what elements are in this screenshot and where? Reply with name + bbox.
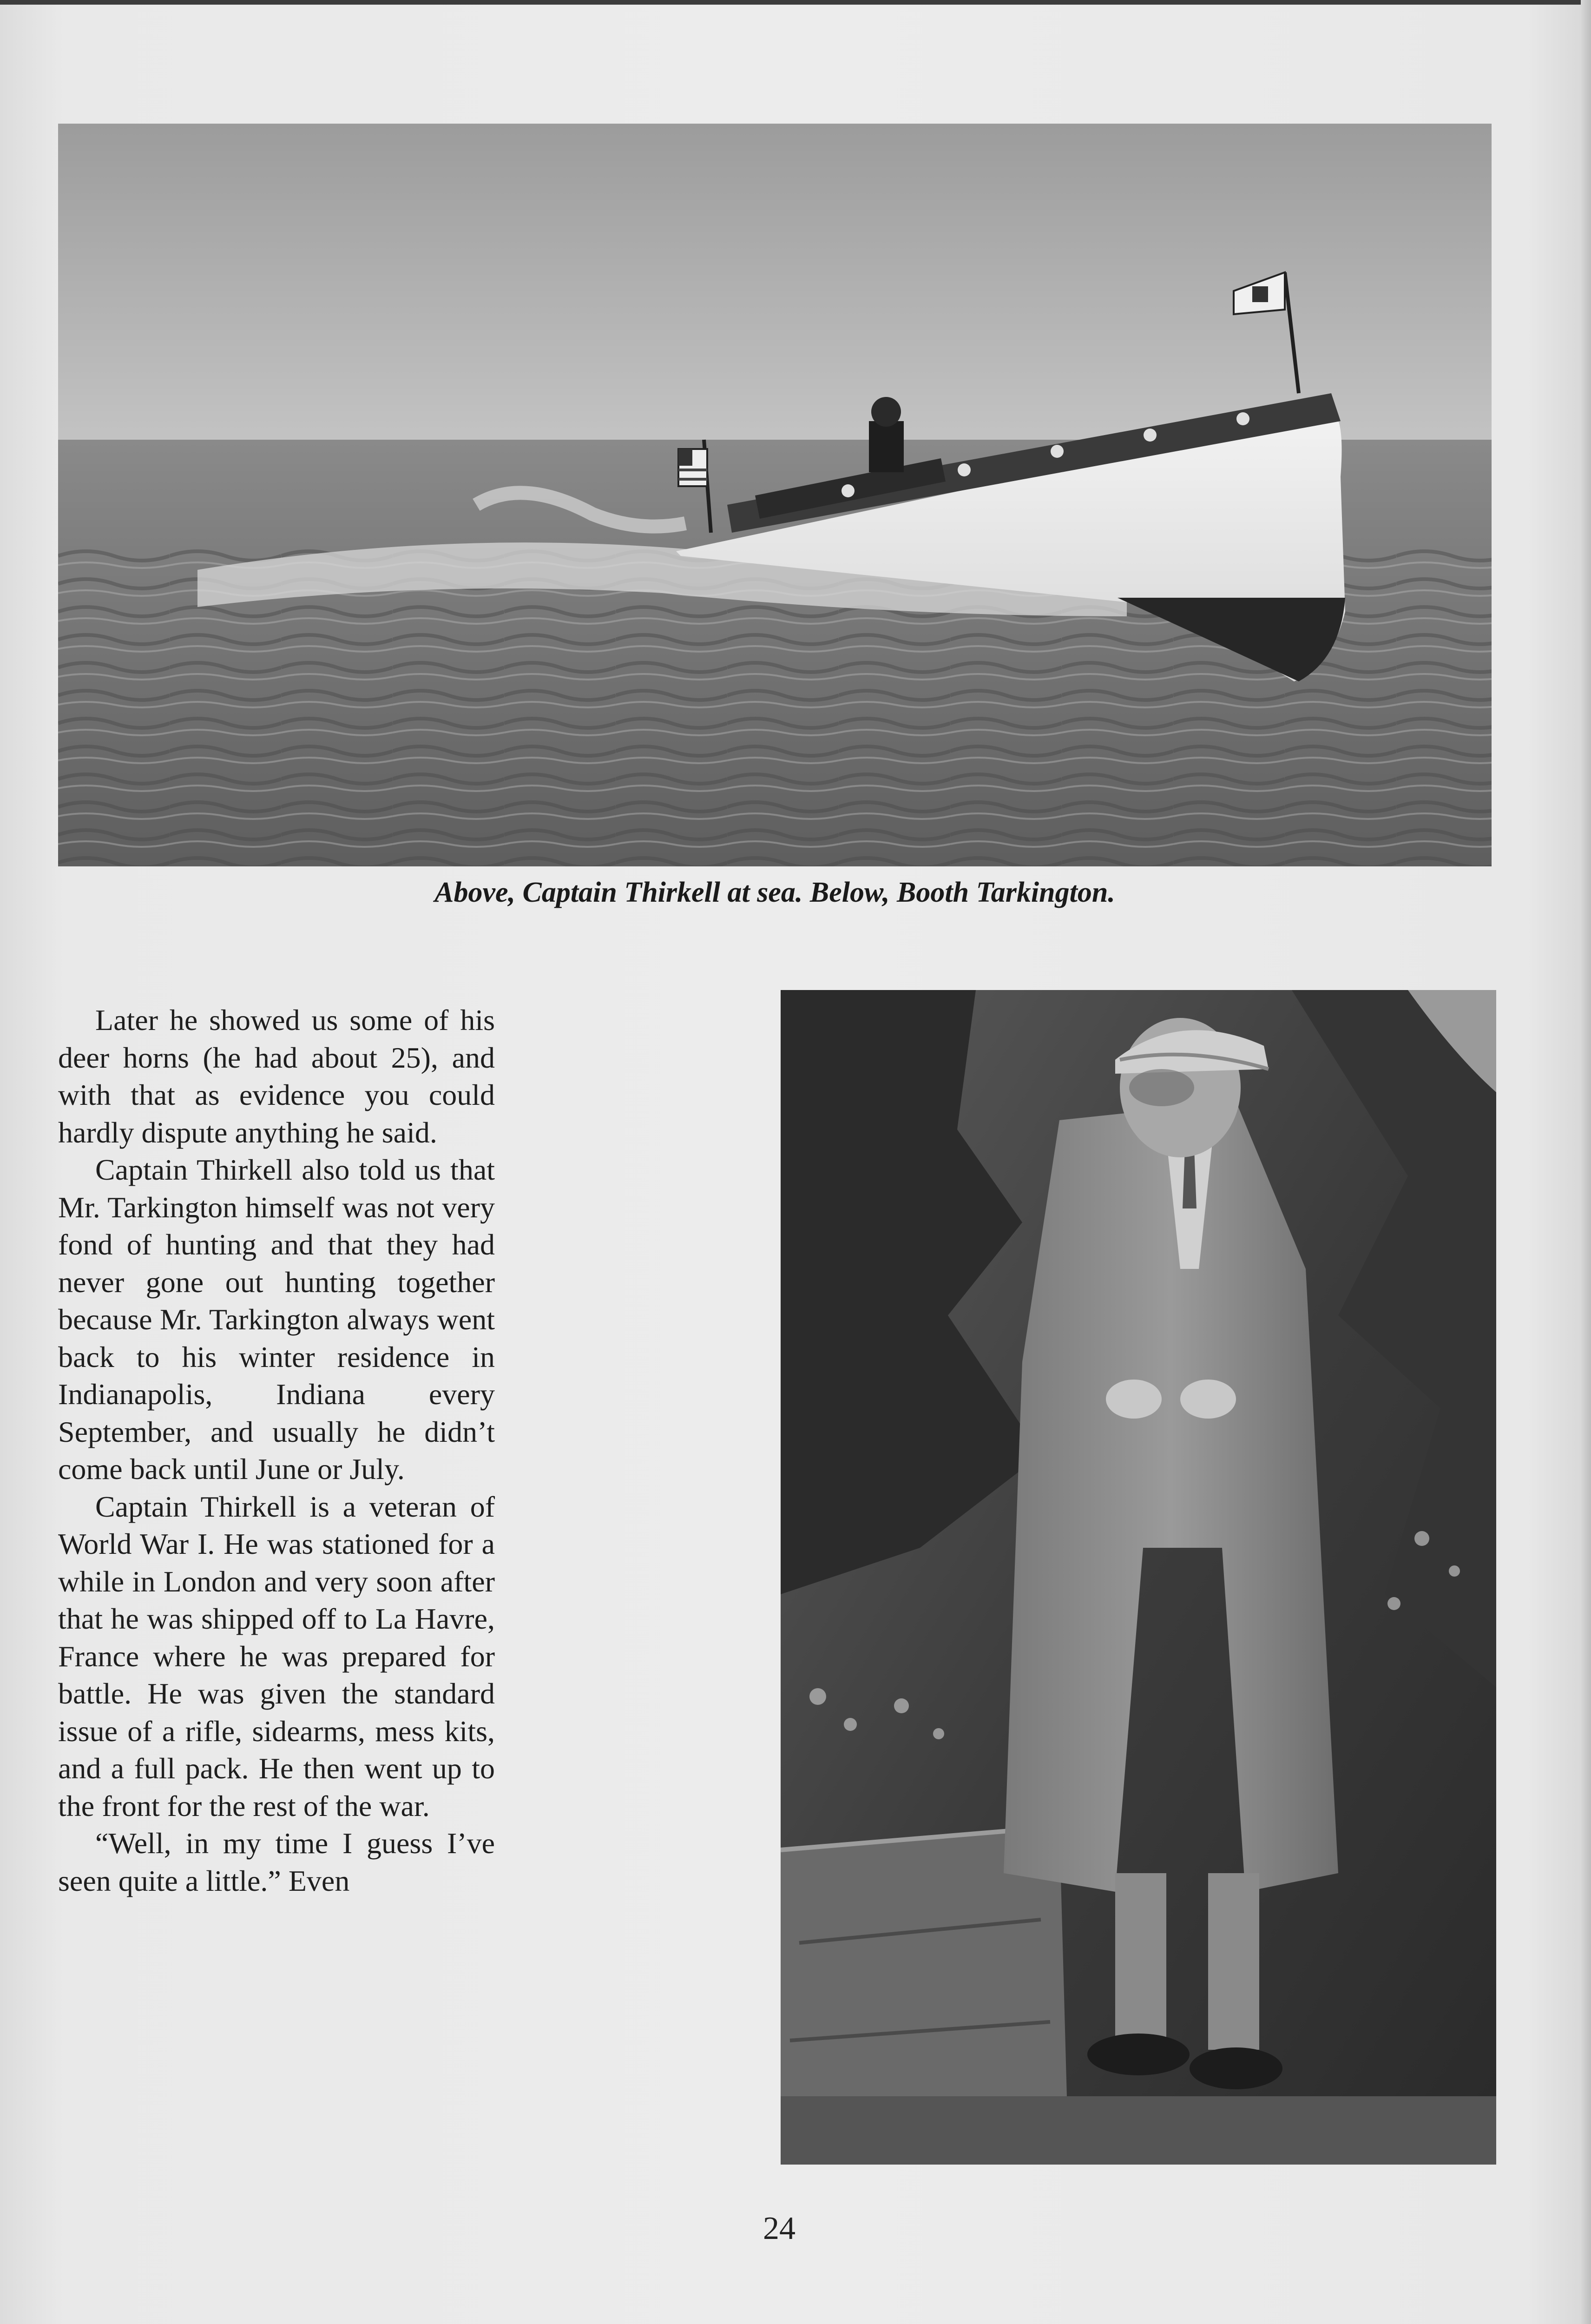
page-top-edge [0,0,1591,5]
paragraph-3: Captain Thirkell is a veteran of World War I. He was stationed for a while in London and very soon after that he was shipped off to La Havre, France where he was prepared for battle. He was given the standard issue of a rifle, sidearms, mess kits, and a full pack. He then went up to the front for the rest of the war. [58,1490,495,1822]
boat-photo [58,124,1492,866]
paragraph-4: “Well, in my time I guess I’ve seen quite a little.” Even [58,1827,495,1897]
boat-photo-image [58,124,1492,866]
paragraph-1: Later he showed us some of his deer horns (he had about 25), and with that as evidence you could hardly dispute anything he said. [58,1004,495,1149]
article-text-column [58,1002,495,1900]
photo-caption: Above, Captain Thirkell at sea. Below, Booth Tarkington. [434,877,1115,908]
portrait-photo [781,990,1496,2165]
page-number: 24 [763,2211,796,2246]
portrait-photo-image [781,990,1496,2165]
page-right-edge [1581,0,1591,2324]
paragraph-2: Captain Thirkell also told us that Mr. Tarkington himself was not very fond of hunting and that they had never gone out hunting together because Mr. Tarkington always went back to his winter residence in Indianapolis, Indiana every September, and usually he didn’t come back until June or July. [58,1153,495,1486]
